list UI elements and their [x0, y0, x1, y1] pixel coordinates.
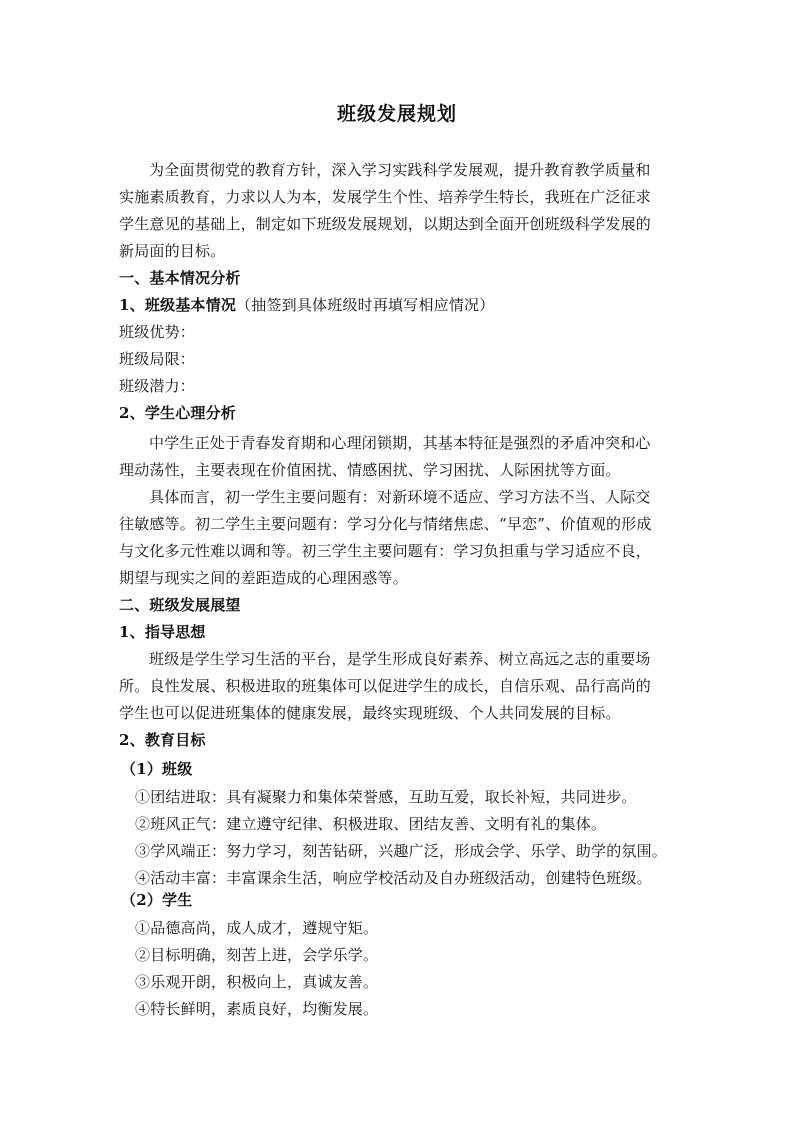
section-heading-basic: 一、基本情况分析 [119, 269, 241, 287]
guidance-line-2: 所。良性发展、积极进取的班集体可以促进学生的成长，自信乐观、品行高尚的 [119, 677, 652, 695]
section-heading-outlook: 二、班级发展展望 [119, 596, 241, 614]
guidance-line-1: 班级是学生学习生活的平台，是学生形成良好素养、树立高远之志的重要场 [149, 650, 651, 668]
goals-student-item: ③乐观开朗，积极向上，真诚友善。 [135, 973, 379, 991]
guidance-line-3: 学生也可以促进班集体的健康发展，最终实现班级、个人共同发展的目标。 [119, 704, 621, 722]
subsection-heading-psychology: 2、学生心理分析 [119, 404, 237, 422]
page-title: 班级发展规划 [336, 103, 457, 125]
intro-line-3: 学生意见的基础上，制定如下班级发展规划，以期达到全面开创班级科学发展的 [119, 215, 652, 233]
goals-student-item: ②目标明确，刻苦上进，会学乐学。 [135, 946, 379, 964]
class-potential-label: 班级潜力： [119, 377, 196, 395]
class-limitations-label: 班级局限： [119, 350, 196, 368]
subsection-heading-guidance: 1、指导思想 [119, 623, 206, 641]
goals-student-item: ①品德高尚，成人成才，遵规守矩。 [135, 919, 379, 937]
psychology-para1-line-1: 中学生正处于青春发育期和心理闭锁期，其基本特征是强烈的矛盾冲突和心 [149, 434, 651, 452]
goals-class-item: ④活动丰富：丰富课余生活，响应学校活动及自办班级活动，创建特色班级。 [135, 869, 652, 887]
goals-class-item: ②班风正气：建立遵守纪律、积极进取、团结友善、文明有礼的集体。 [135, 815, 607, 833]
subsection-heading-goals: 2、教育目标 [119, 731, 206, 749]
psychology-para2-line-3: 与文化多元性难以调和等。初三学生主要问题有：学习负担重与学习适应不良， [119, 542, 652, 560]
goals-class-item: ①团结进取：具有凝聚力和集体荣誉感，互助互爱，取长补短，共同进步。 [135, 788, 637, 806]
psychology-para2-line-4: 期望与现实之间的差距造成的心理困惑等。 [119, 569, 408, 587]
goals-students-heading: （2）学生 [121, 891, 193, 909]
psychology-para2-line-2: 往敏感等。初二学生主要问题有：学习分化与情绪焦虑、“早恋”、价值观的形成 [119, 515, 652, 533]
intro-line-1: 为全面贯彻党的教育方针，深入学习实践科学发展观，提升教育教学质量和 [149, 161, 651, 179]
subsection-heading: 1、班级基本情况 [119, 296, 237, 314]
psychology-para2-line-1: 具体而言，初一学生主要问题有：对新环境不适应、学习方法不当、人际交 [149, 488, 651, 506]
goals-student-item: ④特长鲜明，素质良好，均衡发展。 [135, 1000, 379, 1018]
intro-line-2: 实施素质教育，力求以人为本，发展学生个性、培养学生特长，我班在广泛征求 [119, 188, 652, 206]
psychology-para1-line-2: 理动荡性，主要表现在价值困扰、情感困扰、学习困扰、人际困扰等方面。 [119, 461, 621, 479]
subsection-note: （抽签到具体班级时再填写相应情况） [236, 296, 495, 314]
class-strengths-label: 班级优势： [119, 323, 196, 341]
intro-line-4: 新局面的目标。 [119, 242, 226, 260]
goals-class-heading: （1）班级 [121, 760, 193, 778]
goals-class-item: ③学风端正：努力学习，刻苦钻研，兴趣广泛，形成会学、乐学、助学的氛围。 [135, 842, 668, 860]
subsection-class-basics [119, 295, 676, 315]
